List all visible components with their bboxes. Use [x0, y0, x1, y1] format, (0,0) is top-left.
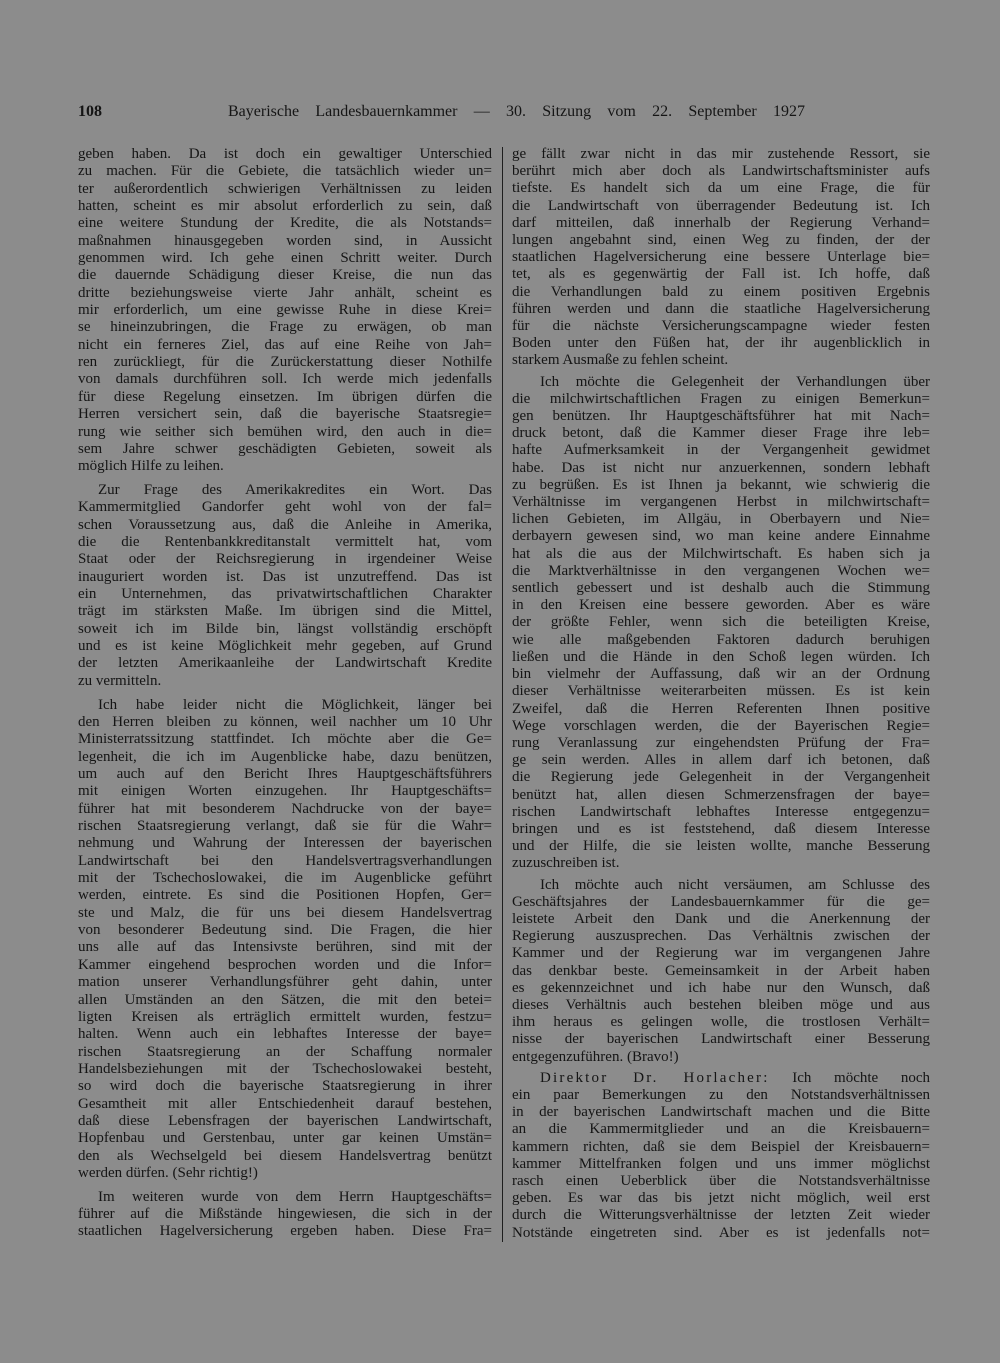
right-column: [512, 146, 930, 1242]
text-line: Notstände eingetreten sind. Aber es ist jedenfalls not=: [512, 1224, 930, 1241]
text-line: mit einigen Worten einzugehen. Ihr Hauptgeschäfts=: [78, 783, 492, 800]
text-line: ihm heraus es gelingen wolle, die trostlosen Verhält=: [512, 1014, 930, 1031]
text-line: leistete Arbeit den Dank und die Anerkennung der: [512, 910, 930, 927]
text-line: berührt mich aber doch als Landwirtschaftsminister aufs: [512, 163, 930, 180]
text-line: genommen wird. Ich gehe einen Schritt weiter. Durch: [78, 250, 492, 267]
text-line: werden dürfen. (Sehr richtig!): [78, 1164, 258, 1181]
text-line: tet, als es gegenwärtig der Fall ist. Ich hoffe, daß: [512, 266, 930, 283]
text-line: Kammermitglied Gandorfer geht wohl von der fal=: [78, 499, 492, 516]
text-line: ligten Kreisen als erträglich ermittelt wurden, festzu=: [78, 1008, 492, 1025]
text-line: Verhältnisse im vergangenen Herbst in milchwirtschaft=: [512, 494, 930, 511]
text-line: Boden unter den Füßen hat, der ihr augenblicklich in: [512, 335, 930, 352]
text-line: die Verhandlungen bald zu einem positiven Ergebnis: [512, 283, 930, 300]
text-line: um auch auf den Bericht Ihres Hauptgeschäftsführers: [78, 766, 492, 783]
paragraph: [78, 697, 492, 1183]
text-line: Ich habe leider nicht die Möglichkeit, länger bei: [98, 696, 492, 713]
text-line: lichen Gebieten, im Allgäu, in Oberbayern und Nie=: [512, 511, 930, 528]
text-line: sentlich gebessert und ist deshalb auch die Stimmung: [512, 580, 930, 597]
column-divider: [502, 147, 503, 1242]
text-line: ter außerordentlich schwierigen Verhältnissen zu leiden: [78, 180, 492, 197]
text-line: von besonderer Bedeutung sind. Die Fragen, die hier: [78, 922, 492, 939]
text-line: hafte Aufmerksamkeit in der Vergangenheit gewidmet: [512, 442, 930, 459]
text-line: Gesamtheit mit aller Entschiedenheit darauf bestehen,: [78, 1095, 492, 1112]
text-line: nisse der bayerischen Landwirtschaft einer Besserung: [512, 1031, 930, 1048]
text-line: staatlichen Hagelversicherung ergeben haben. Diese Fra=: [78, 1223, 492, 1240]
text-line: Geschäftsjahres der Landesbauernkammer für die ge=: [512, 893, 930, 910]
text-line: kammern richten, daß sie dem Beispiel der Kreisbauern=: [512, 1138, 930, 1155]
text-line: eine weitere Stundung der Kredite, die als Notstands=: [78, 215, 492, 232]
text-line: daß diese Lebensfragen der bayerischen Landwirtschaft,: [78, 1112, 492, 1129]
text-line: für die nächste Versicherungscampagne wieder festen: [512, 318, 930, 335]
text-line: die dauernde Schädigung dieser Kreise, die nun das: [78, 267, 492, 284]
text-line: dieses Verhältnis auch bestehen bleiben möge und aus: [512, 996, 930, 1013]
text-line: bringen und es ist feststehend, daß diesem Interesse: [512, 820, 930, 837]
text-line: starkem Ausmaße zu fehlen scheint.: [512, 352, 729, 369]
paragraph: [78, 146, 492, 476]
text-line: mir erforderlich, um eine gewisse Ruhe in diese Krei=: [78, 302, 492, 319]
text-line: den Herren bleiben zu können, weil nachher um 10 Uhr: [78, 714, 492, 730]
text-line: hatten, scheint es mir absolut erforderlich zu sein, daß: [78, 198, 492, 215]
text-line: inauguriert worden ist. Das ist unzutreffend. Das ist: [78, 568, 492, 585]
text-line: rung Veranlassung zur eingehendsten Prüfung der Fra=: [512, 734, 930, 751]
text-line: werden, eintrete. Es sind die Positionen Hopfen, Ger=: [78, 887, 492, 904]
text-line: mation unserer Verhandlungsführer geht dahin, unter: [78, 974, 492, 991]
text-line: kammer Mittelfranken folgen und uns immer möglichst: [512, 1155, 930, 1172]
text-line: in der bayerischen Landwirtschaft machen und die Bitte: [512, 1104, 930, 1121]
text-line: zu vermitteln.: [78, 672, 162, 689]
text-line: es gekennzeichnet und ich habe nur den Wunsch, daß: [512, 979, 930, 996]
text-line: allen Umständen an den Sätzen, die mit den betei=: [78, 991, 492, 1008]
text-line: halten. Wenn auch ein lebhaftes Interesse der baye=: [78, 1026, 492, 1043]
text-line: derbayern gewesen sind, wo man keine andere Einnahme: [512, 528, 930, 545]
text-line: möglich Hilfe zu leihen.: [78, 458, 224, 475]
text-line: Zweifel, daß die Herren Referenten Ihnen positive: [512, 700, 930, 717]
text-line: Ministerratssitzung stattfindet. Ich möchte aber die Ge=: [78, 731, 492, 748]
text-line: zuzuschreiben ist.: [512, 855, 620, 872]
text-line: rischen Staatsregierung an der Schaffung normaler: [78, 1043, 492, 1060]
text-line: Ich möchte auch nicht versäumen, am Schlusse des: [540, 876, 930, 893]
text-line-rest: Ich möchte noch: [792, 1069, 931, 1086]
page-number: 108: [78, 103, 102, 120]
text-line: Regierung auszusprechen. Das Verhältnis zwischen der: [512, 928, 930, 945]
text-line: wie alle maßgebenden Faktoren dadurch beruhigen: [512, 631, 930, 648]
text-line: für diese Regelung einsetzen. Im übrigen dürfen die: [78, 388, 492, 405]
paragraph: [512, 1070, 930, 1242]
text-line: ren zurückliegt, für die Zurückerstattung dieser Nothilfe: [78, 354, 492, 371]
text-line: der letzten Amerikaanleihe der Landwirtschaft Kredite: [78, 655, 492, 672]
text-line: [512, 1070, 930, 1087]
text-line: und der Hilfe, die sie leisten wollte, manche Besserung: [512, 838, 930, 855]
text-line: bin vielmehr der Auffassung, daß wir an der Ordnung: [512, 666, 930, 683]
text-line: entgegenzuführen. (Bravo!): [512, 1048, 679, 1065]
text-line: rung wie seither sich bemühen wird, den auch in die=: [78, 423, 492, 440]
text-line: soweit ich im Bilde bin, längst vollständig erschöpft: [78, 620, 492, 637]
text-line: den als Wechselgeld bei diesem Handelsvertrag benützt: [78, 1147, 492, 1164]
text-line: führer auf die Mißstände hingewiesen, die sich in der: [78, 1206, 492, 1223]
text-line: die die Rentenbankkreditanstalt vermittelt hat, vom: [78, 534, 492, 551]
text-line: rischen Staatsregierung verlangt, daß sie für die Wahr=: [78, 818, 492, 835]
text-line: lungen angebahnt sind, einen Weg zu finden, der der: [512, 232, 930, 249]
text-line: Herren versichert sein, daß die bayerische Staatsregie=: [78, 406, 492, 423]
text-line: ein Unternehmen, das privatwirtschaftlichen Charakter: [78, 586, 492, 603]
text-line: Kammer eingehend besprochen worden und die Infor=: [78, 956, 492, 973]
paragraph: [78, 482, 492, 690]
text-line: mit der Tschechoslowakei, die im Augenblicke geführt: [78, 870, 492, 887]
text-line: ließen und die Hände in den Schoß legen würden. Ich: [512, 648, 930, 665]
text-line: zu machen. Für die Gebiete, die tatsächlich wieder un=: [78, 163, 492, 180]
text-line: die Marktverhältnisse in den vergangenen Wochen we=: [512, 562, 930, 579]
text-line: dritte beziehungsweise vierte Jahr anhält, scheint es: [78, 284, 492, 301]
text-line: geben haben. Da ist doch ein gewaltiger Unterschied: [78, 146, 492, 162]
text-line: das denkbar beste. Gemeinsamkeit in der Arbeit haben: [512, 962, 930, 979]
text-line: Hopfenbau und Gerstenbau, unter gar keinen Umstän=: [78, 1130, 492, 1147]
text-line: Handelsbeziehungen mit der Tschechoslowakei besteht,: [78, 1060, 492, 1077]
text-line: die Landwirtschaft von überragender Bedeutung ist. Ich: [512, 197, 930, 214]
text-line: maßnahmen hinausgegeben worden sind, in Aussicht: [78, 232, 492, 249]
text-line: der größte Fehler, wenn sich die beteiligten Kreise,: [512, 614, 930, 631]
text-line: von damals durchführen soll. Ich werde mich jedenfalls: [78, 371, 492, 388]
text-line: trägt im stärksten Maße. Im übrigen sind die Mittel,: [78, 603, 492, 620]
text-line: Staat oder der Reichsregierung in irgendeiner Weise: [78, 551, 492, 568]
text-line: die Regierung jede Gelegenheit in der Vergangenheit: [512, 769, 930, 786]
text-line: so wird doch die bayerische Staatsregierung in ihrer: [78, 1078, 492, 1095]
text-line: gen benützen. Ihr Hauptgeschäftsführer hat mit Nach=: [512, 408, 930, 425]
text-line: führen werden und dann die staatliche Hagelversicherung: [512, 300, 930, 317]
text-line: habe. Das ist nicht nur anzuerkennen, sondern lebhaft: [512, 459, 930, 476]
text-line: ein paar Bemerkungen zu den Notstandsverhältnissen: [512, 1086, 930, 1103]
text-line: sem Jahre schwer geschädigten Gebieten, soweit als: [78, 440, 492, 457]
text-line: legenheit, die ich im Augenblicke habe, dazu benützen,: [78, 748, 492, 765]
text-line: die milchwirtschaftlichen Fragen zu einigen Bemerkun=: [512, 390, 930, 407]
text-line: nicht ein ferneres Ziel, das auf eine Reihe von Jah=: [78, 336, 492, 353]
text-line: nehmung und Wahrung der Interessen der bayerischen: [78, 835, 492, 852]
text-line: ge sein werden. Alles in allem darf ich betonen, daß: [512, 752, 930, 769]
text-line: und es ist keine Möglichkeit mehr gegeben, auf Grund: [78, 638, 492, 655]
text-line: in den Kreisen eine bessere geworden. Aber es wäre: [512, 597, 930, 614]
text-line: zu begrüßen. Es ist Ihnen ja bekannt, wie schwierig die: [512, 476, 930, 493]
text-line: Im weiteren wurde von dem Herrn Hauptgeschäfts=: [98, 1188, 492, 1205]
text-line: rasch einen Ueberblick über die Notstandsverhältnisse: [512, 1172, 930, 1189]
text-line: an die Kammermitglieder und an die Kreisbauern=: [512, 1121, 930, 1138]
text-line: schen Voraussetzung aus, daß die Anleihe in Amerika,: [78, 516, 492, 533]
text-line: darf mitteilen, daß innerhalb der Regierung Verhand=: [512, 214, 930, 231]
paragraph: [512, 374, 930, 873]
text-line: se hineinzubringen, die Frage zu erwägen, ob man: [78, 319, 492, 336]
text-line: führer hat mit besonderem Nachdrucke von der baye=: [78, 800, 492, 817]
text-line: staatlichen Hagelversicherung eine bessere Unterlage bie=: [512, 249, 930, 266]
paragraph: [512, 877, 930, 1066]
text-line: Kammer und der Regierung war im vergangenen Jahre: [512, 945, 930, 962]
text-line: dieser Verhältnisse weiterarbeiten müssen. Es ist kein: [512, 683, 930, 700]
text-line: Wege vorschlagen werden, die der Bayerischen Regie=: [512, 717, 930, 734]
text-line: rischen Landwirtschaft lebhaftes Interesse entgegenzu=: [512, 803, 930, 820]
text-line: Ich möchte die Gelegenheit der Verhandlungen über: [540, 373, 930, 390]
text-line: ste und Malz, die für uns bei diesem Handelsvertrag: [78, 904, 492, 921]
paragraph: [512, 146, 930, 370]
text-line: Landwirtschaft bei den Handelsvertragsverhandlungen: [78, 852, 492, 869]
text-line: durch die Witterungsverhältnisse der letzten Zeit wieder: [512, 1207, 930, 1224]
text-line: druck betont, daß die Kammer dieser Frage ihre leb=: [512, 425, 930, 442]
left-column: [78, 146, 492, 1241]
text-line: hat als die aus der Milchwirtschaft. Es haben sich ja: [512, 545, 930, 562]
text-line: tiefste. Es handelt sich da um eine Frage, die für: [512, 180, 930, 197]
speaker-name: Direktor Dr. Horlacher:: [540, 1069, 770, 1086]
text-line: ge fällt zwar nicht in das mir zustehende Ressort, sie: [512, 146, 930, 162]
text-line: Zur Frage des Amerikakredites ein Wort. Das: [98, 482, 492, 499]
text-line: geben. Es war das bis jetzt nicht möglich, weil erst: [512, 1190, 930, 1207]
text-line: benützt hat, allen diesen Schmerzensfragen der baye=: [512, 786, 930, 803]
text-line: uns alle auf das Intensivste berühren, sind mit der: [78, 939, 492, 956]
running-title: Bayerische Landesbauernkammer — 30. Sitzung vom 22. September 1927: [228, 103, 805, 120]
paragraph: [78, 1189, 492, 1241]
